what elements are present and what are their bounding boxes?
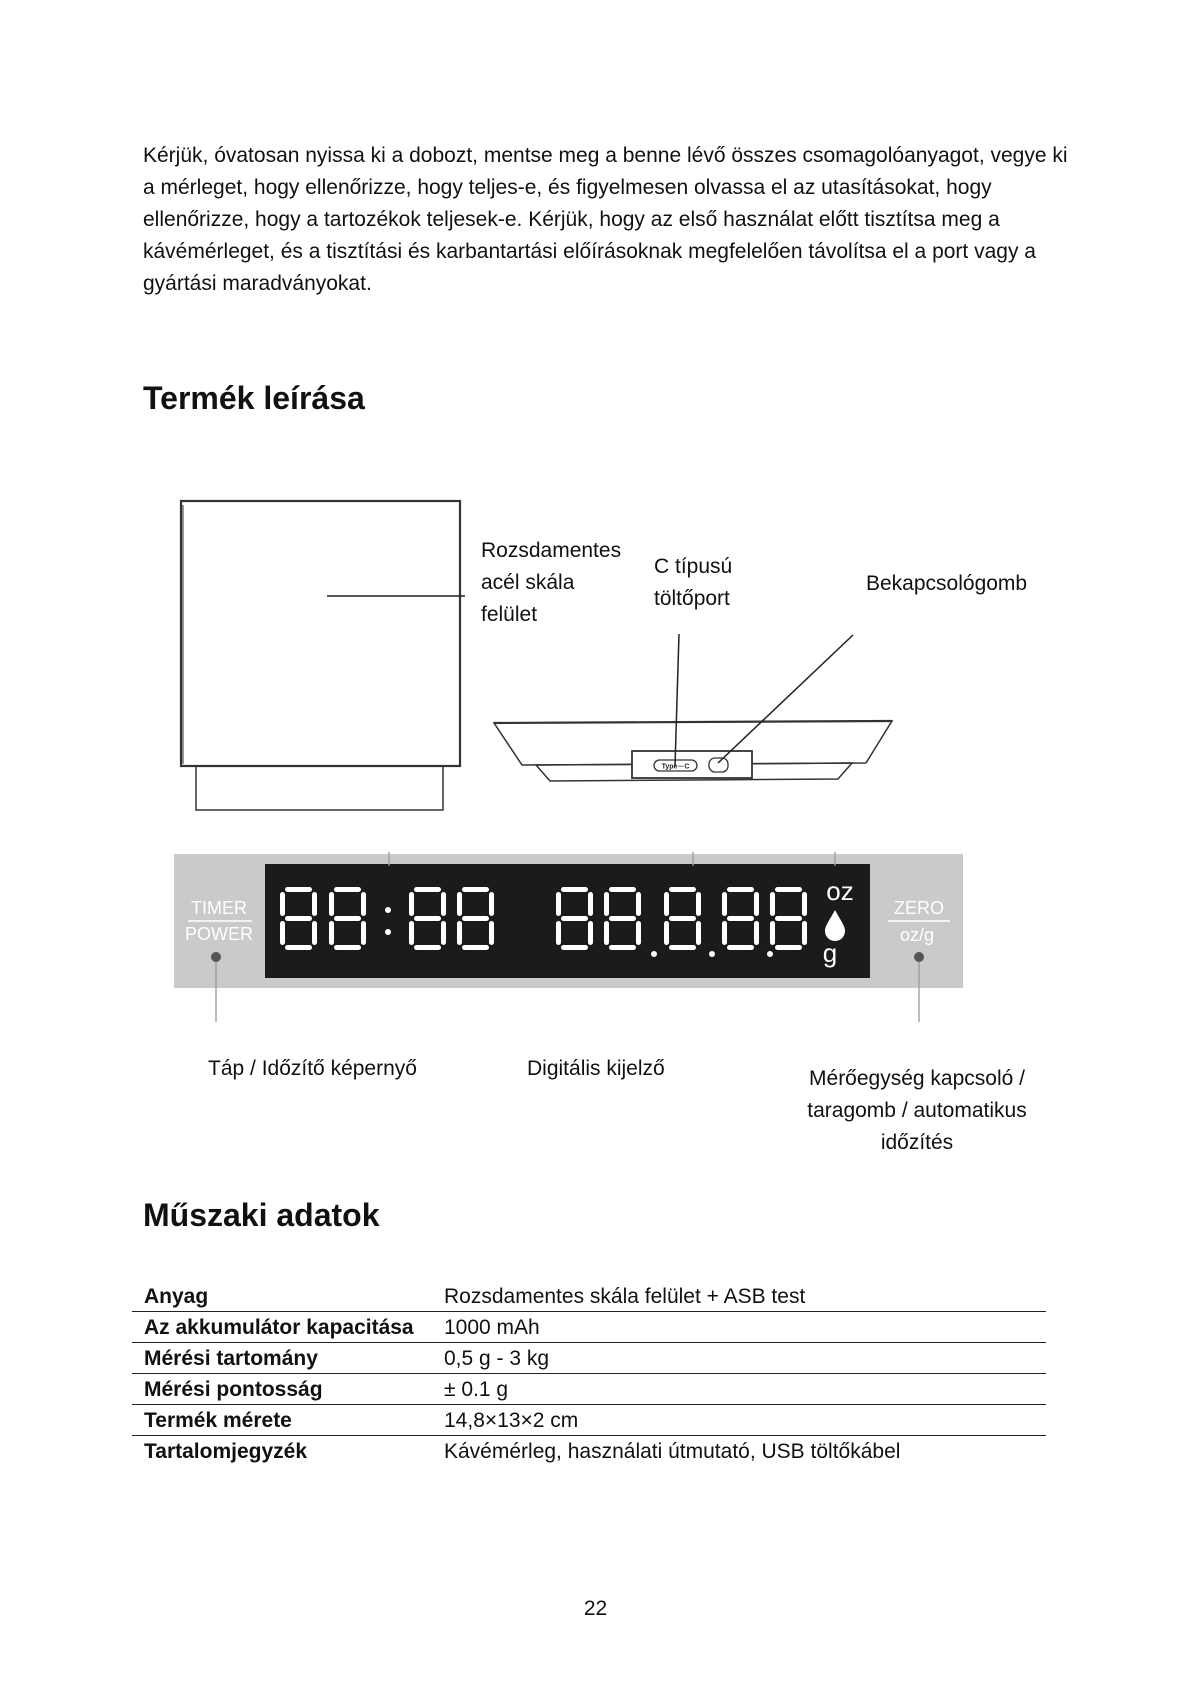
spec-row: [132, 1343, 1046, 1374]
usb-port-label: C típusú töltőport: [654, 555, 733, 610]
ozg-text: oz/g: [899, 925, 935, 945]
oz-indicator: oz: [826, 876, 854, 906]
spec-row: [132, 1374, 1046, 1405]
g-indicator: g: [822, 938, 838, 968]
spec-label: Mérési pontosság: [144, 1378, 323, 1401]
specs-table: [132, 1281, 1046, 1466]
power-button-label: Bekapcsológomb: [866, 572, 1028, 595]
display-label: Digitális kijelző: [527, 1057, 665, 1080]
spec-row: [132, 1281, 1046, 1312]
zero-unit-button: [914, 952, 924, 962]
specs-heading: Műszaki adatok: [143, 1197, 380, 1233]
product-description-heading: Termék leírása: [143, 380, 365, 416]
page-number: 22: [583, 1597, 608, 1620]
spec-label: Mérési tartomány: [144, 1347, 318, 1370]
spec-value: Kávémérleg, használati útmutató, USB töltőkábel: [444, 1440, 901, 1463]
spec-row: [132, 1312, 1046, 1343]
timer-power-label: Táp / Időzítő képernyő: [208, 1057, 417, 1080]
spec-value: 14,8×13×2 cm: [444, 1409, 579, 1432]
spec-row: [132, 1405, 1046, 1436]
spec-label: Anyag: [144, 1285, 209, 1308]
spec-value: ± 0.1 g: [444, 1378, 509, 1401]
timer-power-button: [211, 952, 221, 962]
spec-value: Rozsdamentes skála felület + ASB test: [444, 1285, 806, 1308]
intro-paragraph: Kérjük, óvatosan nyissa ki a dobozt, mentse meg a benne lévő összes csomagolóanyagot, vegye ki a mérleget, hogy ellenőrizze, hogy teljes-e, és figyelmesen olvassa el az utasításokat, hogy ellenőrizze, hogy a tartozékok teljesek-e. Kérjük, hogy az első használat előtt tisztítsa meg a kávémérleget, és a tisztítási és karbantartási előírásoknak megfelelően távolítsa el a port vagy a gyártási maradványokat.: [143, 144, 1068, 295]
unit-tare-label: Mérőegység kapcsoló / taragomb / automatikus időzítés: [807, 1067, 1027, 1154]
spec-label: Az akkumulátor kapacitása: [144, 1316, 414, 1339]
port-type-label: Type－C: [661, 763, 690, 771]
spec-value: 0,5 g - 3 kg: [444, 1347, 550, 1370]
surface-label: Rozsdamentes acél skála felület: [481, 539, 622, 626]
power-text: POWER: [184, 924, 254, 944]
timer-text: TIMER: [191, 898, 247, 918]
spec-value: 1000 mAh: [444, 1316, 540, 1339]
spec-label: Tartalomjegyzék: [144, 1440, 308, 1463]
spec-row: [132, 1436, 1046, 1467]
spec-label: Termék mérete: [144, 1409, 292, 1432]
zero-text: ZERO: [893, 898, 945, 918]
